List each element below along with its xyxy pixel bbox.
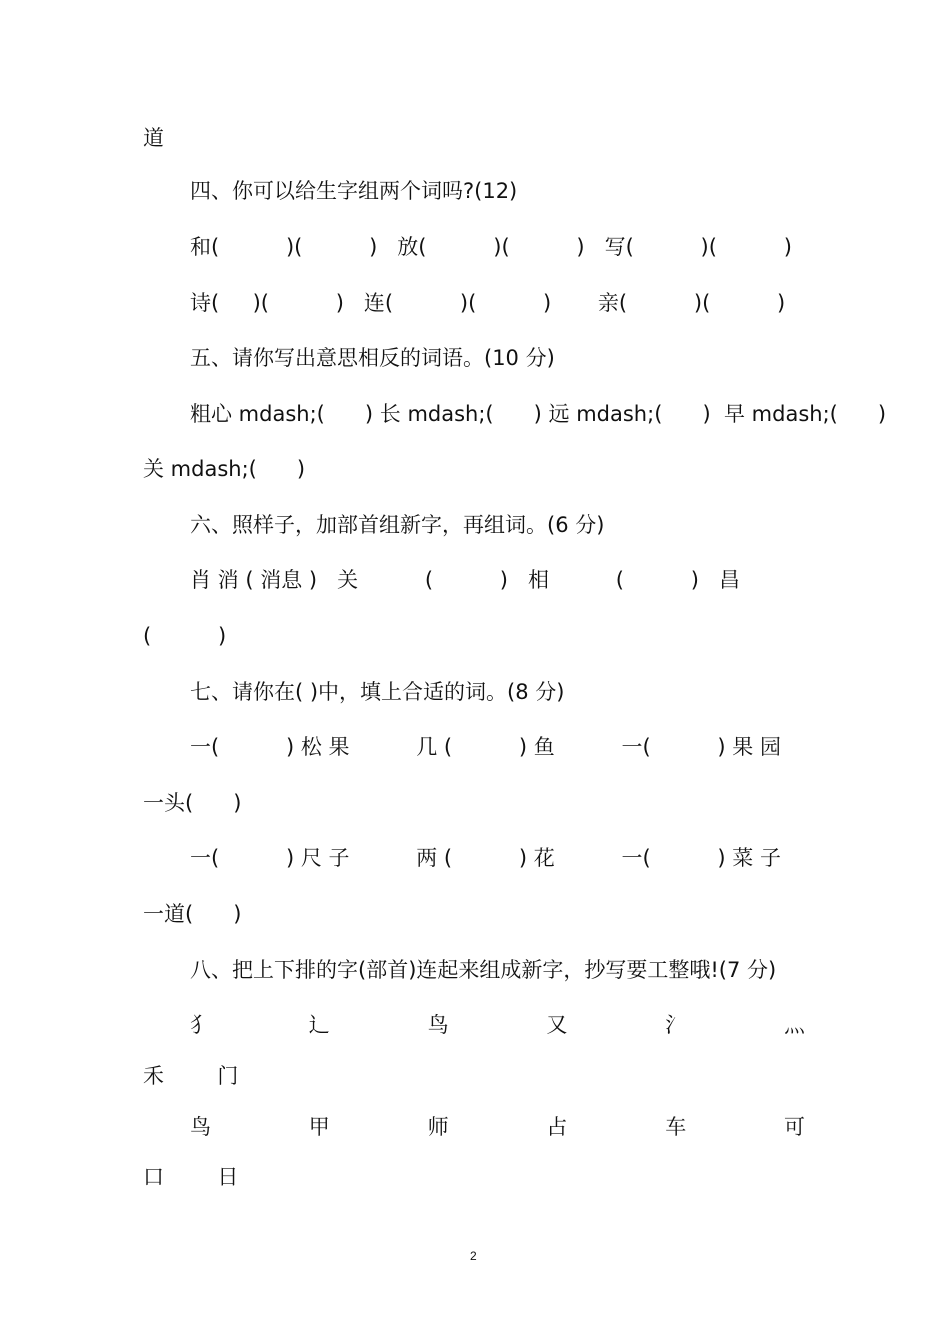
page-number: 2 (470, 1249, 477, 1263)
section-7-title: 七、请你在( )中，填上合适的词。(8 分) (190, 680, 565, 704)
section-7-row-1: 一( ) 松 果 几 ( ) 鱼 一( ) 果 园 (190, 735, 781, 759)
section-6-row-1: 肖 消 ( 消息 ) 关 ( ) 相 ( ) 昌 (190, 568, 740, 592)
radical-bottom-2: 甲 (308, 1115, 330, 1139)
section-6-title: 六、照样子，加部首组新字，再组词。(6 分) (190, 513, 605, 537)
section-7-row-4: 一道( ) (143, 902, 242, 926)
radical-bottom-5: 车 (665, 1115, 687, 1139)
radicals-bottom-continuation: 口 日 (143, 1165, 239, 1189)
radical-top-4: 又 (546, 1013, 568, 1037)
section-4-title: 四、你可以给生字组两个词吗?(12) (190, 179, 518, 203)
radical-top-3: 鸟 (427, 1013, 449, 1037)
section-8-title: 八、把上下排的字(部首)连起来组成新字，抄写要工整哦!(7 分) (190, 958, 777, 982)
radical-bottom-1: 鸟 (190, 1115, 211, 1139)
section-7-row-2: 一头( ) (143, 791, 242, 815)
radical-bottom-3: 师 (427, 1115, 449, 1139)
radical-top-2: 辶 (308, 1013, 330, 1037)
section-5-row-1: 粗心 mdash;( ) 长 mdash;( ) 远 mdash;( ) 早 mdash;( ) (190, 402, 887, 426)
section-5-title: 五、请你写出意思相反的词语。(10 分) (190, 346, 555, 370)
radical-bottom-4: 占 (546, 1115, 568, 1139)
radicals-bottom-row (190, 1113, 805, 1141)
section-4-row-2: 诗( )( ) 连( )( ) 亲( )( ) (190, 291, 786, 315)
section-4-row-1: 和( )( ) 放( )( ) 写( )( ) (190, 235, 792, 259)
line-heading-fragment: 道 (143, 126, 164, 150)
radicals-top-row (190, 1011, 805, 1039)
section-6-row-2: ( ) (143, 624, 227, 648)
section-5-row-2: 关 mdash;( ) (143, 457, 306, 481)
radical-top-6: 灬 (783, 1013, 805, 1037)
radicals-top-continuation: 禾 门 (143, 1064, 239, 1088)
radical-top-5: 氵 (665, 1013, 687, 1037)
radical-bottom-6: 可 (783, 1115, 805, 1139)
radical-top-1: 犭 (190, 1013, 211, 1037)
section-7-row-3: 一( ) 尺 子 两 ( ) 花 一( ) 菜 子 (190, 846, 781, 870)
